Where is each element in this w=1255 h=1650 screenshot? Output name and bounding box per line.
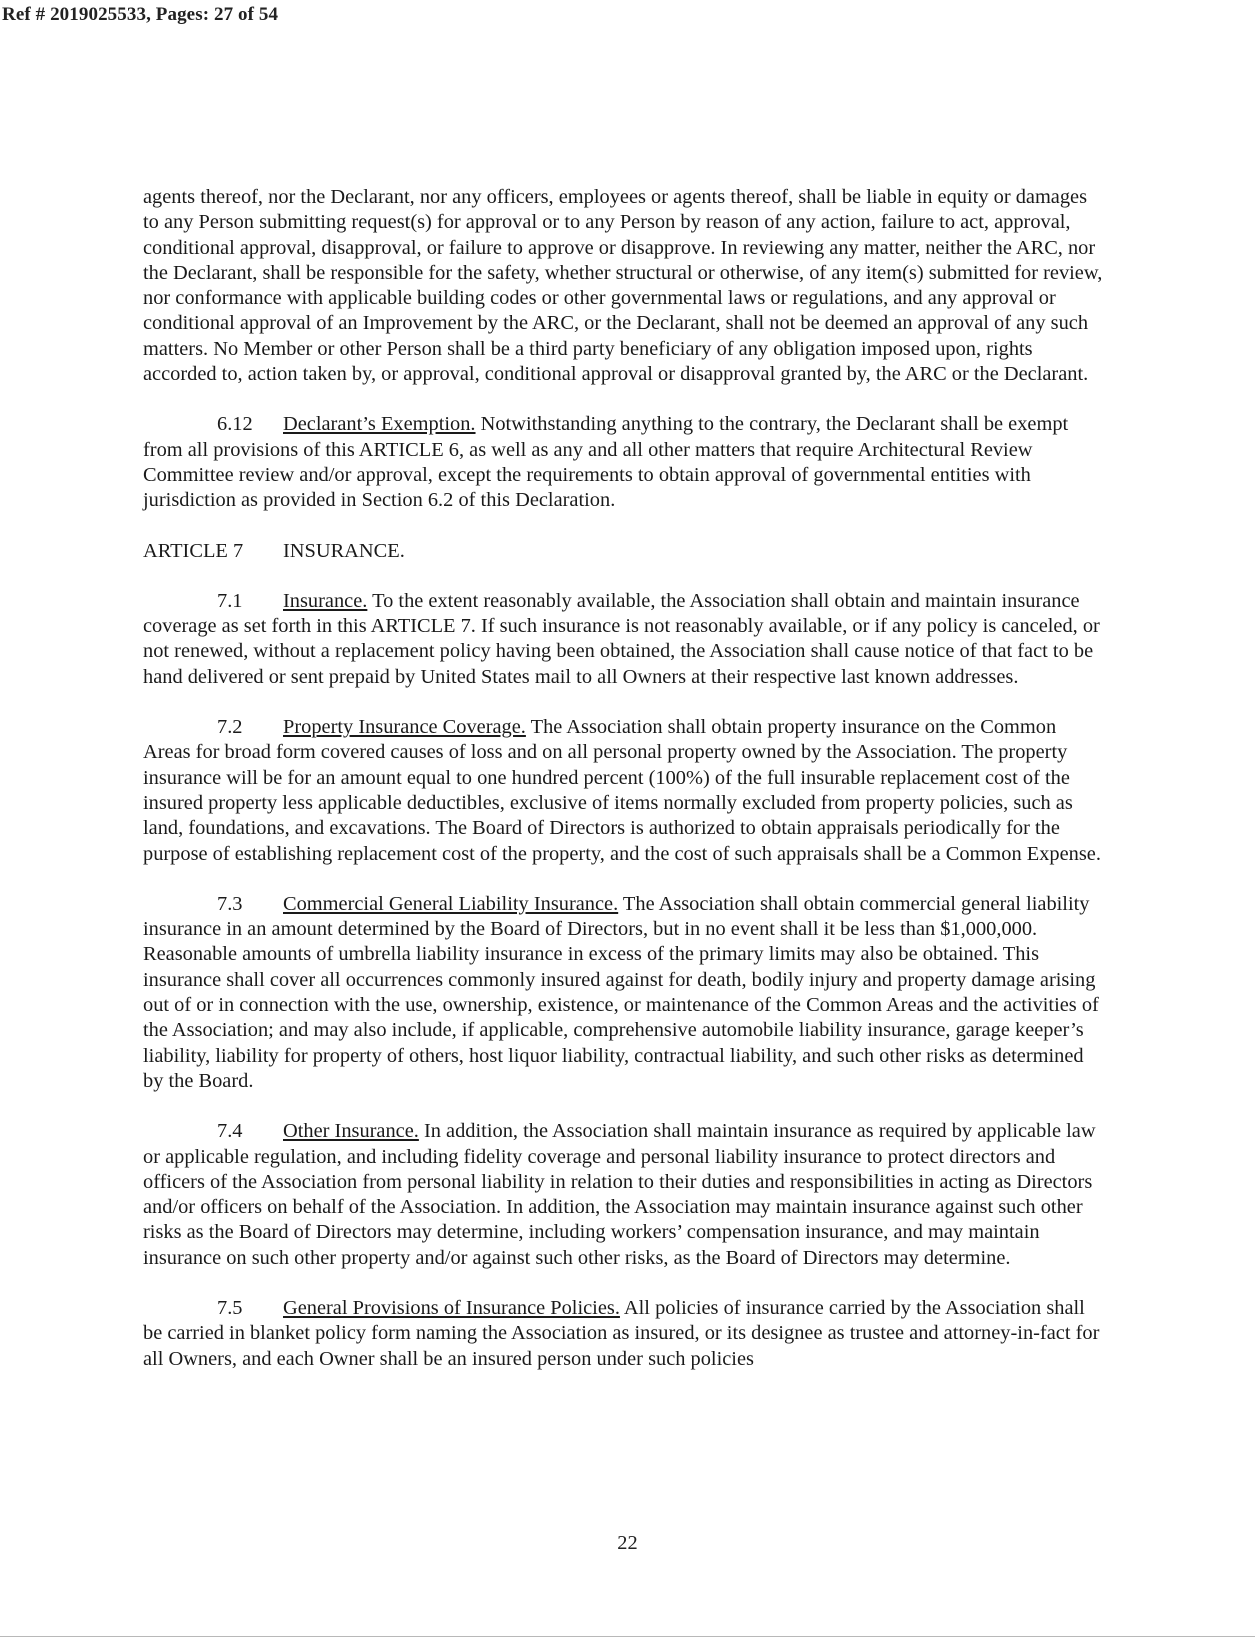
- section-heading: Property Insurance Coverage.: [283, 716, 526, 739]
- section-text: The Association shall obtain commercial general liability insurance in an amount determined by the Board of Directors, but in no event shall it be less than $1,000,000. Reasonable amounts of umbrella liability insurance in excess of the primary limits may also be obtained. This insurance shall cover all occurrences commonly insured against for death, bodily injury and property damage arising out of or in connection with the use, ownership, existence, or maintenance of the Common Areas and the activities of the Association; and may also include, if applicable, comprehensive automobile liability insurance, garage keeper’s liability, liability for property of others, host liquor liability, contractual liability, and such other risks as determined by the Board.: [143, 892, 1099, 1092]
- scan-edge-divider: [0, 1636, 1255, 1637]
- section-heading: Other Insurance.: [283, 1120, 419, 1143]
- section-heading: General Provisions of Insurance Policies.: [283, 1296, 620, 1319]
- section-7-5: [143, 1296, 1103, 1372]
- section-text: The Association shall obtain property insurance on the Common Areas for broad form covered causes of loss and on all personal property owned by the Association. The property insurance will be for an amount equal to one hundred percent (100%) of the full insurable replacement cost of the insured property less applicable deductibles, exclusive of items normally excluded from property policies, such as land, foundations, and excavations. The Board of Directors is authorized to obtain appraisals periodically for the purpose of establishing replacement cost of the property, and the cost of such appraisals shall be a Common Expense.: [143, 716, 1101, 865]
- article-7-heading: [143, 539, 1103, 564]
- section-heading: Declarant’s Exemption.: [283, 413, 476, 436]
- section-number: 7.5: [217, 1296, 243, 1319]
- section-number: 7.2: [217, 716, 243, 739]
- section-6-12: [143, 412, 1103, 513]
- section-number: 7.4: [217, 1120, 243, 1143]
- section-heading: Commercial General Liability Insurance.: [283, 892, 619, 915]
- section-7-3: [143, 892, 1103, 1094]
- section-number: 7.3: [217, 892, 243, 915]
- article-number: ARTICLE 7: [143, 539, 244, 562]
- section-7-1: [143, 589, 1103, 690]
- document-body: [143, 185, 1103, 1397]
- document-reference-header: Ref # 2019025533, Pages: 27 of 54: [2, 4, 279, 25]
- section-text: To the extent reasonably available, the Association shall obtain and maintain insurance coverage as set forth in this ARTICLE 7. If such insurance is not reasonably available, or if any policy is canceled, or not renewed, without a replacement policy having been obtained, the Association shall cause notice of that fact to be hand delivered or sent prepaid by United States mail to all Owners at their respective last known addresses.: [143, 589, 1100, 688]
- article-title: INSURANCE.: [283, 539, 405, 562]
- section-7-4: [143, 1119, 1103, 1271]
- section-heading: Insurance.: [283, 589, 368, 612]
- section-text: In addition, the Association shall maintain insurance as required by applicable law or applicable regulation, and including fidelity coverage and personal liability insurance to protect directors and officers of the Association from personal liability in relation to their duties and responsibilities in acting as Directors and/or officers on behalf of the Association. In addition, the Association may maintain insurance against such other risks as the Board of Directors may determine, including workers’ compensation insurance, and may maintain insurance on such other property and/or against such other risks, as the Board of Directors may determine.: [143, 1120, 1096, 1269]
- section-text: Notwithstanding anything to the contrary, the Declarant shall be exempt from all provisions of this ARTICLE 6, as well as any and all other matters that require Architectural Review Committee review and/or approval, except the requirements to obtain approval of governmental entities with jurisdiction as provided in Section 6.2 of this Declaration.: [143, 413, 1069, 512]
- section-number: 7.1: [217, 589, 243, 612]
- page-number: 22: [617, 1532, 638, 1554]
- intro-paragraph: agents thereof, nor the Declarant, nor any officers, employees or agents thereof, shall be liable in equity or damages to any Person submitting request(s) for approval or to any Person by reason of any action, failure to act, approval, conditional approval, disapproval, or failure to approve or disapprove. In reviewing any matter, neither the ARC, nor the Declarant, shall be responsible for the safety, whether structural or otherwise, of any item(s) submitted for review, nor conformance with applicable building codes or other governmental laws or regulations, and any approval or conditional approval of an Improvement by the ARC, or the Declarant, shall not be deemed an approval of any such matters. No Member or other Person shall be a third party beneficiary of any obligation imposed upon, rights accorded to, action taken by, or approval, conditional approval or disapproval granted by, the ARC or the Declarant.: [143, 186, 1103, 386]
- section-text: All policies of insurance carried by the Association shall be carried in blanket policy form naming the Association as insured, or its designee as trustee and attorney-in-fact for all Owners, and each Owner shall be an insured person under such policies: [143, 1296, 1100, 1370]
- section-7-2: [143, 715, 1103, 867]
- section-number: 6.12: [217, 413, 253, 436]
